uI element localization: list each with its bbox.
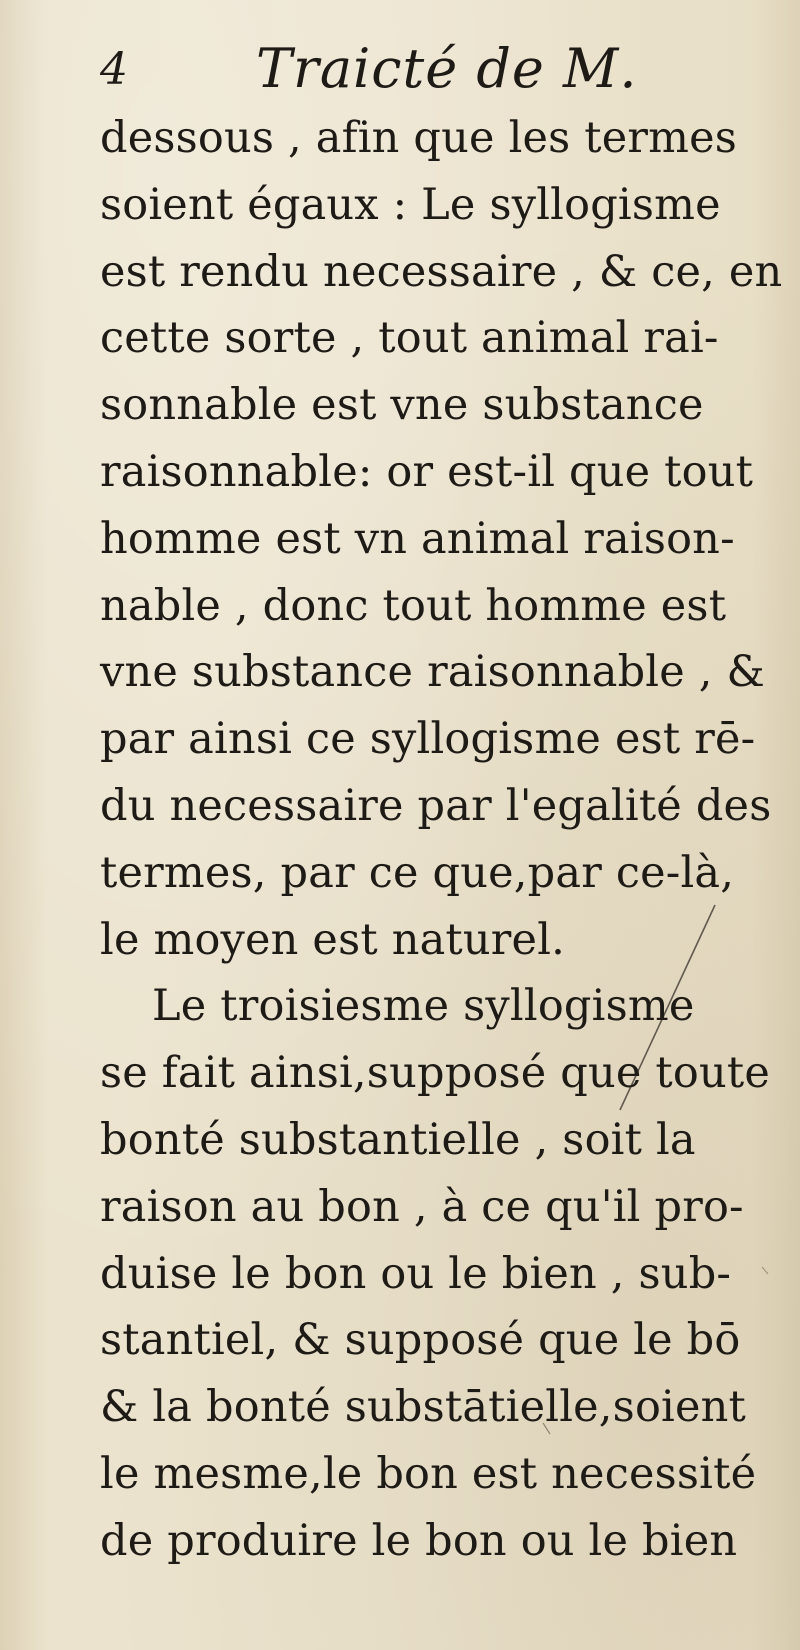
paper-speck — [760, 1265, 772, 1277]
text-line: sonnable est vne substance — [100, 380, 704, 431]
text-line: nable , donc tout homme est — [100, 580, 727, 631]
page-header — [100, 37, 740, 102]
text-line: par ainsi ce syllogisme est rē- — [100, 714, 756, 765]
body-text — [100, 105, 783, 1575]
text-line: homme est vn animal raison- — [100, 513, 735, 564]
text-line: du necessaire par l'egalité des — [100, 780, 772, 831]
page-number: 4 — [100, 44, 128, 95]
text-line: raisonnable: or est-il que tout — [100, 446, 754, 497]
text-line: le moyen est naturel. — [100, 914, 566, 965]
text-line: soient égaux : Le syllogisme — [100, 179, 721, 230]
text-line: de produire le bon ou le bien — [100, 1515, 738, 1566]
text-line: raison au bon , à ce qu'il pro- — [100, 1181, 744, 1232]
paragraph-first-line: Le troisiesme syllogisme — [152, 981, 695, 1032]
text-line: le mesme,le bon est necessité — [100, 1448, 757, 1499]
text-line: bonté substantielle , soit la — [100, 1114, 696, 1165]
running-title: Traicté de M. — [256, 37, 638, 100]
text-line: stantiel, & supposé que le bō — [100, 1315, 741, 1366]
text-line: se fait ainsi,supposé que toute — [100, 1048, 771, 1099]
text-line: cette sorte , tout animal rai- — [100, 313, 719, 364]
text-line: dessous , afin que les termes — [100, 113, 738, 163]
text-line: duise le bon ou le bien , sub- — [100, 1248, 732, 1299]
text-line: vne substance raisonnable , & — [100, 647, 765, 698]
text-line: termes, par ce que,par ce-là, — [100, 847, 735, 898]
text-line: & la bonté substātielle,soient — [100, 1382, 747, 1433]
text-line: est rendu necessaire , & ce, en — [100, 246, 783, 297]
